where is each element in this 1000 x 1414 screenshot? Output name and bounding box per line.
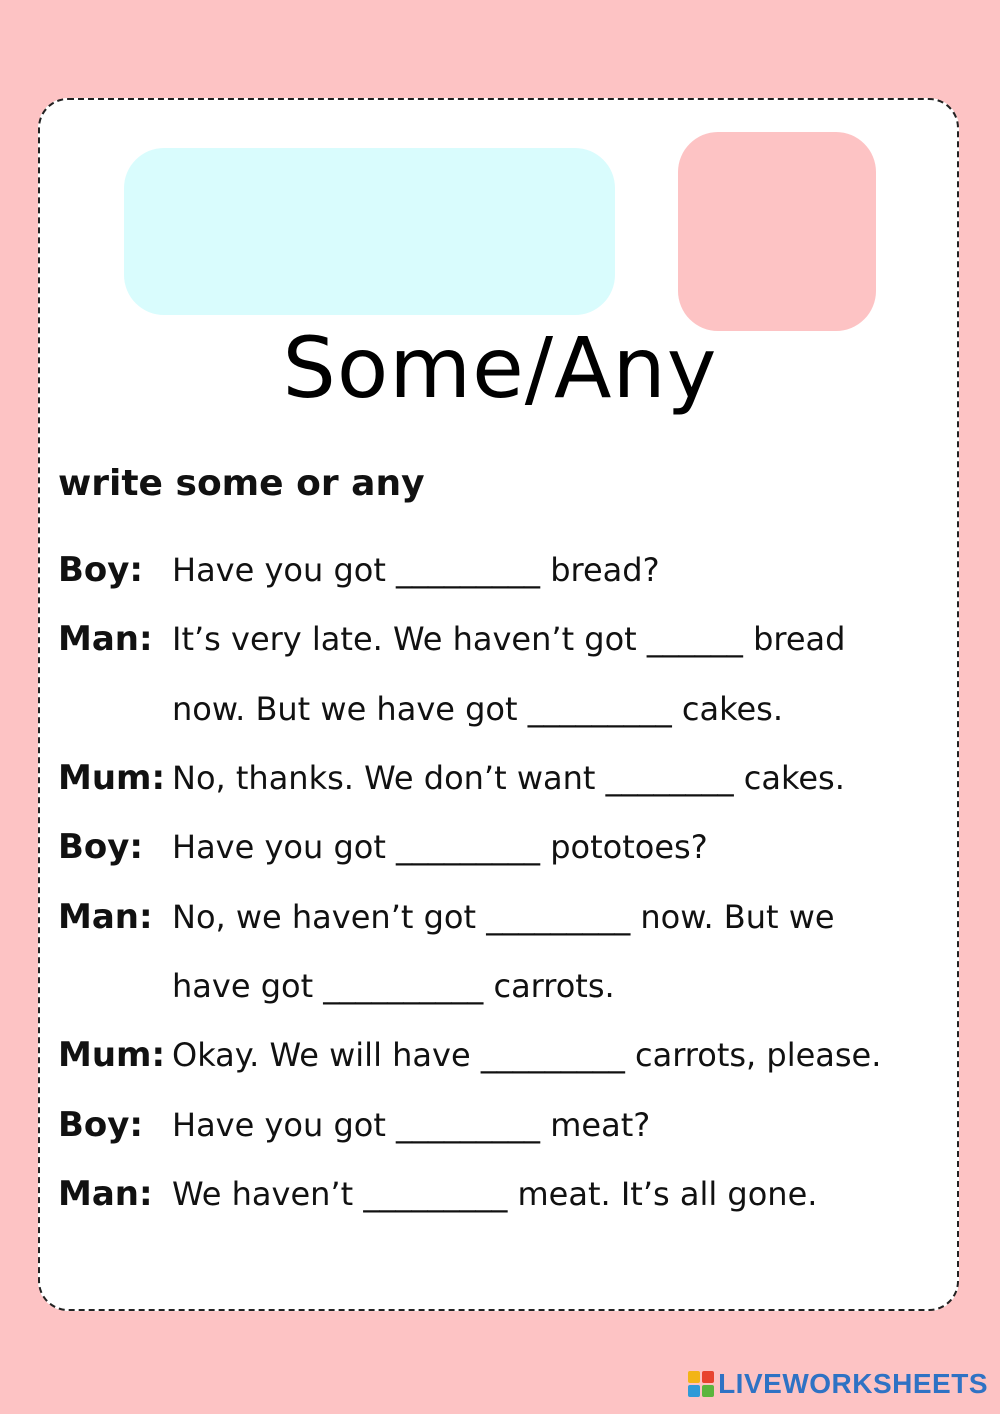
speaker-label: Man: — [58, 1174, 153, 1214]
dialogue-text: No, thanks. We don’t want ________ cakes. — [172, 759, 845, 797]
liveworksheets-logo-icon — [688, 1371, 714, 1397]
page-title: Some/Any — [282, 319, 718, 417]
dialogue-text: Have you got _________ bread? — [172, 551, 660, 589]
dialogue-text: No, we haven’t got _________ now. But we — [172, 898, 835, 936]
decorative-pink-box — [678, 132, 876, 331]
dialogue-text: It’s very late. We haven’t got ______ bread — [172, 620, 846, 658]
dialogue-text: have got __________ carrots. — [172, 967, 615, 1005]
speaker-label: Mum: — [58, 758, 166, 798]
instruction-text: write some or any — [58, 463, 425, 504]
dialogue-text: We haven’t _________ meat. It’s all gone. — [172, 1175, 818, 1213]
speaker-label: Boy: — [58, 1105, 144, 1145]
speaker-label: Mum: — [58, 1035, 166, 1075]
dialogue-text: now. But we have got _________ cakes. — [172, 690, 784, 728]
speaker-label: Boy: — [58, 550, 144, 590]
speaker-label: Man: — [58, 619, 153, 659]
speaker-label: Boy: — [58, 827, 144, 867]
dialogue-text: Have you got _________ pototoes? — [172, 828, 708, 866]
dialogue-text: Okay. We will have _________ carrots, please. — [172, 1036, 882, 1074]
decorative-blue-box — [124, 148, 615, 315]
speaker-label: Man: — [58, 897, 153, 937]
brand-name: LIVEWORKSHEETS — [718, 1368, 988, 1399]
liveworksheets-logo — [688, 1364, 988, 1404]
dialogue-text: Have you got _________ meat? — [172, 1106, 651, 1144]
